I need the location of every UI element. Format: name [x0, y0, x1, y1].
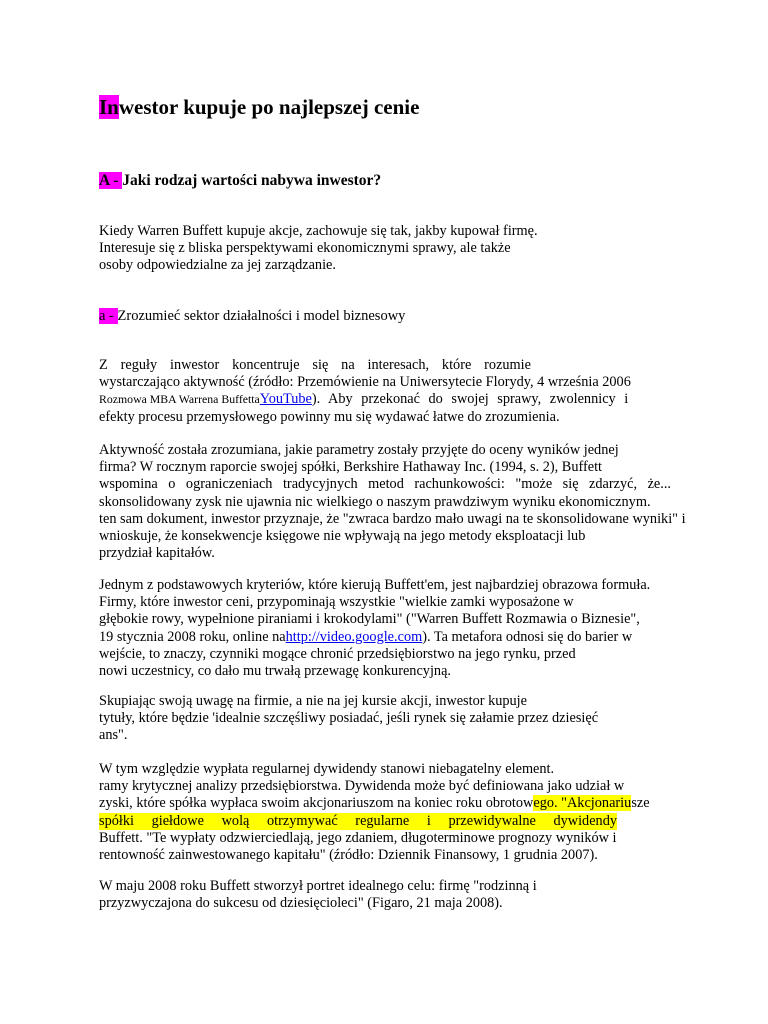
paragraph-line: W maju 2008 roku Buffett stworzył portret idealnego celu: firmę "rodzinną i — [99, 878, 537, 894]
paragraph-line: tytuły, które będzie 'idealnie szczęśliwy posiadać, jeśli rynek się załamie przez dziesięć — [99, 710, 599, 727]
paragraph-line: W tym względzie wypłata regularnej dywidendy stanowi niebagatelny element. — [99, 761, 555, 777]
paragraph-1 — [99, 223, 579, 275]
paragraph-line: efekty procesu przemysłowego powinny mu się wydawać łatwe do zrozumienia. — [99, 408, 560, 425]
subsection-heading-text: Zrozumieć sektor działalności i model biznesowy — [117, 308, 406, 324]
page-title — [99, 94, 419, 120]
paragraph-line: Interesuje się z bliska perspektywami ekonomicznymi sprawy, ale także — [99, 240, 511, 257]
paragraph-6 — [99, 761, 699, 864]
paragraph-line: Firmy, które inwestor ceni, przypominają wszystkie "wielkie zamki wyposażone w — [99, 594, 574, 611]
paragraph-line: wnioskuje, że konsekwencje księgowe nie wpływają na jego metody eksploatacji lub — [99, 527, 586, 544]
paragraph-line: rentowność zainwestowanego kapitału" (źródło: Dziennik Finansowy, 1 grudnia 2007). — [99, 846, 598, 863]
paragraph-line: Skupiając swoją uwagę na firmie, a nie na jej kursie akcji, inwestor kupuje — [99, 693, 527, 709]
paragraph-4 — [99, 577, 699, 680]
paragraph-line: przyzwyczajona do sukcesu od dziesięcioleci" (Figaro, 21 maja 2008). — [99, 895, 503, 912]
line-text: sze — [631, 795, 650, 812]
source-note: Rozmowa MBA Warrena Buffetta — [99, 392, 260, 407]
section-heading-a — [99, 171, 381, 191]
youtube-link[interactable]: YouTube — [259, 391, 312, 408]
paragraph-line: głębokie rowy, wypełnione piraniami i krokodylami" ("Warren Buffett Rozmawia o Biznesie", — [99, 611, 640, 628]
paragraph-line: firma? W rocznym raporcie swojej spółki, Berkshire Hathaway Inc. (1994, s. 2), Buffett — [99, 459, 603, 476]
paragraph-line: wejście, to znaczy, czynniki mogące chronić przedsiębiorstwo na jego rynku, przed — [99, 645, 576, 662]
line-text: zyski, które spółka wypłaca swoim akcjonariuszom na koniec roku obrotow — [99, 795, 534, 812]
title-highlight: In — [99, 95, 119, 119]
highlighted-line: spółki giełdowe wolą otrzymywać regularne i przewidywalne dywidendy — [99, 812, 617, 829]
paragraph-line: wspomina o ograniczeniach tradycyjnych metod rachunkowości: "może się zdarzyć, że... — [99, 476, 671, 493]
paragraph-line: Jednym z podstawowych kryteriów, które kierują Buffett'em, jest najbardziej obrazowa formuła. — [99, 577, 651, 593]
paragraph-line: ten sam dokument, inwestor przyznaje, że "zwraca bardzo mało uwagi na te skonsolidowane wyniki" i — [99, 510, 686, 527]
paragraph-line — [99, 629, 699, 646]
line-text: ). Ta metafora odnosi się do barier w — [422, 628, 633, 645]
paragraph-7 — [99, 878, 579, 912]
title-text: westor kupuje po najlepszej cenie — [118, 95, 420, 119]
paragraph-line: ans". — [99, 727, 128, 744]
paragraph-line — [99, 391, 683, 408]
line-text: 19 stycznia 2008 roku, online na — [99, 628, 286, 645]
video-google-link[interactable]: http://video.google.com — [285, 628, 423, 645]
highlighted-text: ego. "Akcjonariu — [533, 795, 632, 812]
section-marker: A - — [99, 172, 123, 189]
subsection-marker: a - — [99, 308, 118, 324]
paragraph-line: nowi uczestnicy, co dało mu trwałą przewagę konkurencyjną. — [99, 662, 451, 679]
paragraph-line — [99, 795, 699, 812]
line-text: ). Aby przekonać do swojej sprawy, zwolennicy i — [311, 391, 629, 408]
paragraph-line: skonsolidowany zysk nie ujawnia nic wielkiego o naszym prawdziwym wyniku ekonomicznym. — [99, 493, 651, 510]
subsection-heading-a — [99, 307, 405, 326]
section-heading-text: Jaki rodzaj wartości nabywa inwestor? — [122, 172, 382, 189]
paragraph-line: ramy krytycznej analizy przedsiębiorstwa. Dywidenda może być definiowana jako udział w — [99, 778, 625, 795]
paragraph-3 — [99, 442, 739, 562]
paragraph-line: Kiedy Warren Buffett kupuje akcje, zachowuje się tak, jakby kupował firmę. — [99, 223, 538, 239]
paragraph-line: Buffett. "Te wypłaty odzwierciedlają, jego zdaniem, długoterminowe prognozy wyników i — [99, 829, 617, 846]
paragraph-line: Z reguły inwestor koncentruje się na interesach, które rozumie — [99, 357, 531, 373]
paragraph-2 — [99, 357, 683, 426]
paragraph-line: przydział kapitałów. — [99, 545, 215, 562]
paragraph-line: Aktywność została zrozumiana, jakie parametry zostały przyjęte do oceny wyników jednej — [99, 442, 619, 458]
paragraph-5 — [99, 693, 639, 745]
paragraph-line: wystarczająco aktywność (źródło: Przemówienie na Uniwersytecie Florydy, 4 września 2006 — [99, 374, 631, 391]
paragraph-line: osoby odpowiedzialne za jej zarządzanie. — [99, 257, 336, 274]
